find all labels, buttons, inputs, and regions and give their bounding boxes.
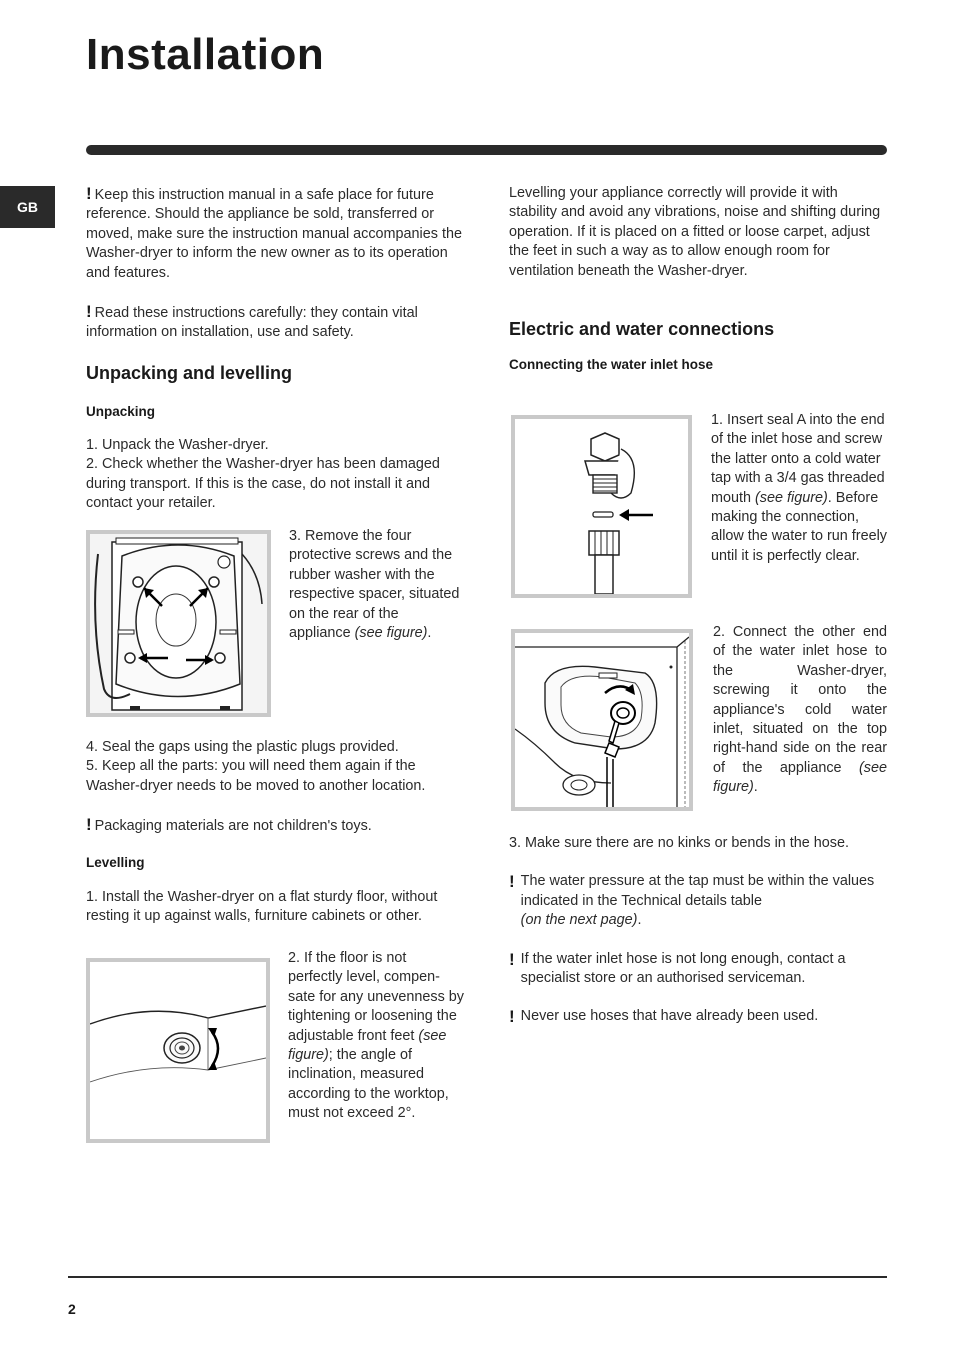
section-heading-unpacking-levelling: Unpacking and levelling	[86, 362, 293, 383]
level-step-2: 2. If the floor is not perfectly level, compen-sate for any unevenness by tightening or loosening the adjustable front feet (see figure); the angle of inclination, measured according to the worktop, must not exceed 2°.	[288, 950, 464, 1122]
left-column	[86, 184, 463, 513]
warning-icon: !	[509, 949, 515, 969]
inlet-illustration	[515, 633, 689, 807]
tap-seal-figure	[511, 415, 692, 598]
title-rule	[86, 145, 887, 155]
page-number: 2	[68, 1301, 76, 1317]
adjustable-foot-figure	[86, 958, 270, 1143]
unpack-step-1: 1. Unpack the Washer-dryer.	[86, 436, 269, 453]
page-title: Installation	[86, 30, 325, 79]
hose-step-2: 2. Connect the other end of the water inlet hose to the Washer-dryer, screwing it onto the appliance's cold water inlet, situated on the top right-hand side on the rear of the appliance (see figure).	[713, 624, 887, 796]
rear-screws-figure	[86, 530, 271, 717]
tap-hose-illustration	[515, 419, 688, 594]
section-heading-connections: Electric and water connections	[509, 319, 775, 340]
unpack-step-2: 2. Check whether the Washer-dryer has been damaged during transport. If this is the case, do not install it and contact your retailer.	[86, 456, 440, 512]
packaging-note: ! Packaging materials are not children's toys.	[86, 815, 372, 835]
right-column-continued	[509, 834, 887, 1027]
warning-icon: !	[86, 302, 92, 322]
warning-icon: !	[86, 184, 92, 203]
left-column-continued	[86, 738, 463, 926]
used-hoses-note: ! Never use hoses that have already been used.	[509, 1007, 819, 1027]
foot-illustration	[90, 962, 266, 1139]
levelling-explanation: Levelling your appliance correctly will provide it with stability and avoid any vibrations, noise and shifting during operation. If it is placed on a fitted or loose carpet, adjust the feet in such a way as to allow enough room for ventilation beneath the Washer-dryer.	[509, 185, 881, 279]
hose-step-1: 1. Insert seal A into the end of the inlet hose and screw the latter onto a cold water tap with a 3/4 gas threaded mouth (see figure). Before making the connection, allow the water to run freely until it is perfectly clear.	[711, 412, 887, 564]
intro-note-1: ! Keep this instruction manual in a safe place for future reference. Should the appliance be sold, transferred or moved, make sure the instruction manual accompanies the Washer-dryer to inform the new owner as to its operation and features.	[86, 184, 462, 281]
unpack-step-3: 3. Remove the four protective screws and the rubber washer with the respective spacer, situated on the rear of the appliance (see figure).	[289, 528, 460, 642]
subheading-water-inlet-hose: Connecting the water inlet hose	[509, 357, 714, 373]
right-column	[509, 184, 887, 372]
language-tab: GB	[0, 186, 55, 228]
water-pressure-note: ! The water pressure at the tap must be within the values indicated in the Technical details table (on the next page).	[509, 872, 887, 930]
rear-appliance-illustration	[90, 534, 267, 713]
intro-note-2: ! Read these instructions carefully: they contain vital information on installation, use and safety.	[86, 302, 418, 341]
footer-rule	[68, 1276, 887, 1278]
unpack-step-4: 4. Seal the gaps using the plastic plugs provided.	[86, 739, 399, 755]
hose-length-note: ! If the water inlet hose is not long enough, contact a specialist store or an authorised serviceman.	[509, 950, 887, 989]
subheading-levelling: Levelling	[86, 854, 145, 870]
warning-icon: !	[509, 1007, 515, 1027]
level-step-1: 1. Install the Washer-dryer on a flat sturdy floor, without resting it up against walls, furniture cabinets or other.	[86, 888, 438, 925]
unpack-step-5: 5. Keep all the parts: you will need them again if the Washer-dryer needs to be moved to another location.	[86, 758, 426, 794]
warning-icon: !	[86, 815, 92, 835]
appliance-inlet-figure	[511, 629, 693, 811]
warning-icon: !	[509, 872, 515, 892]
hose-step-3: 3. Make sure there are no kinks or bends in the hose.	[509, 835, 849, 851]
subheading-unpacking: Unpacking	[86, 403, 156, 419]
